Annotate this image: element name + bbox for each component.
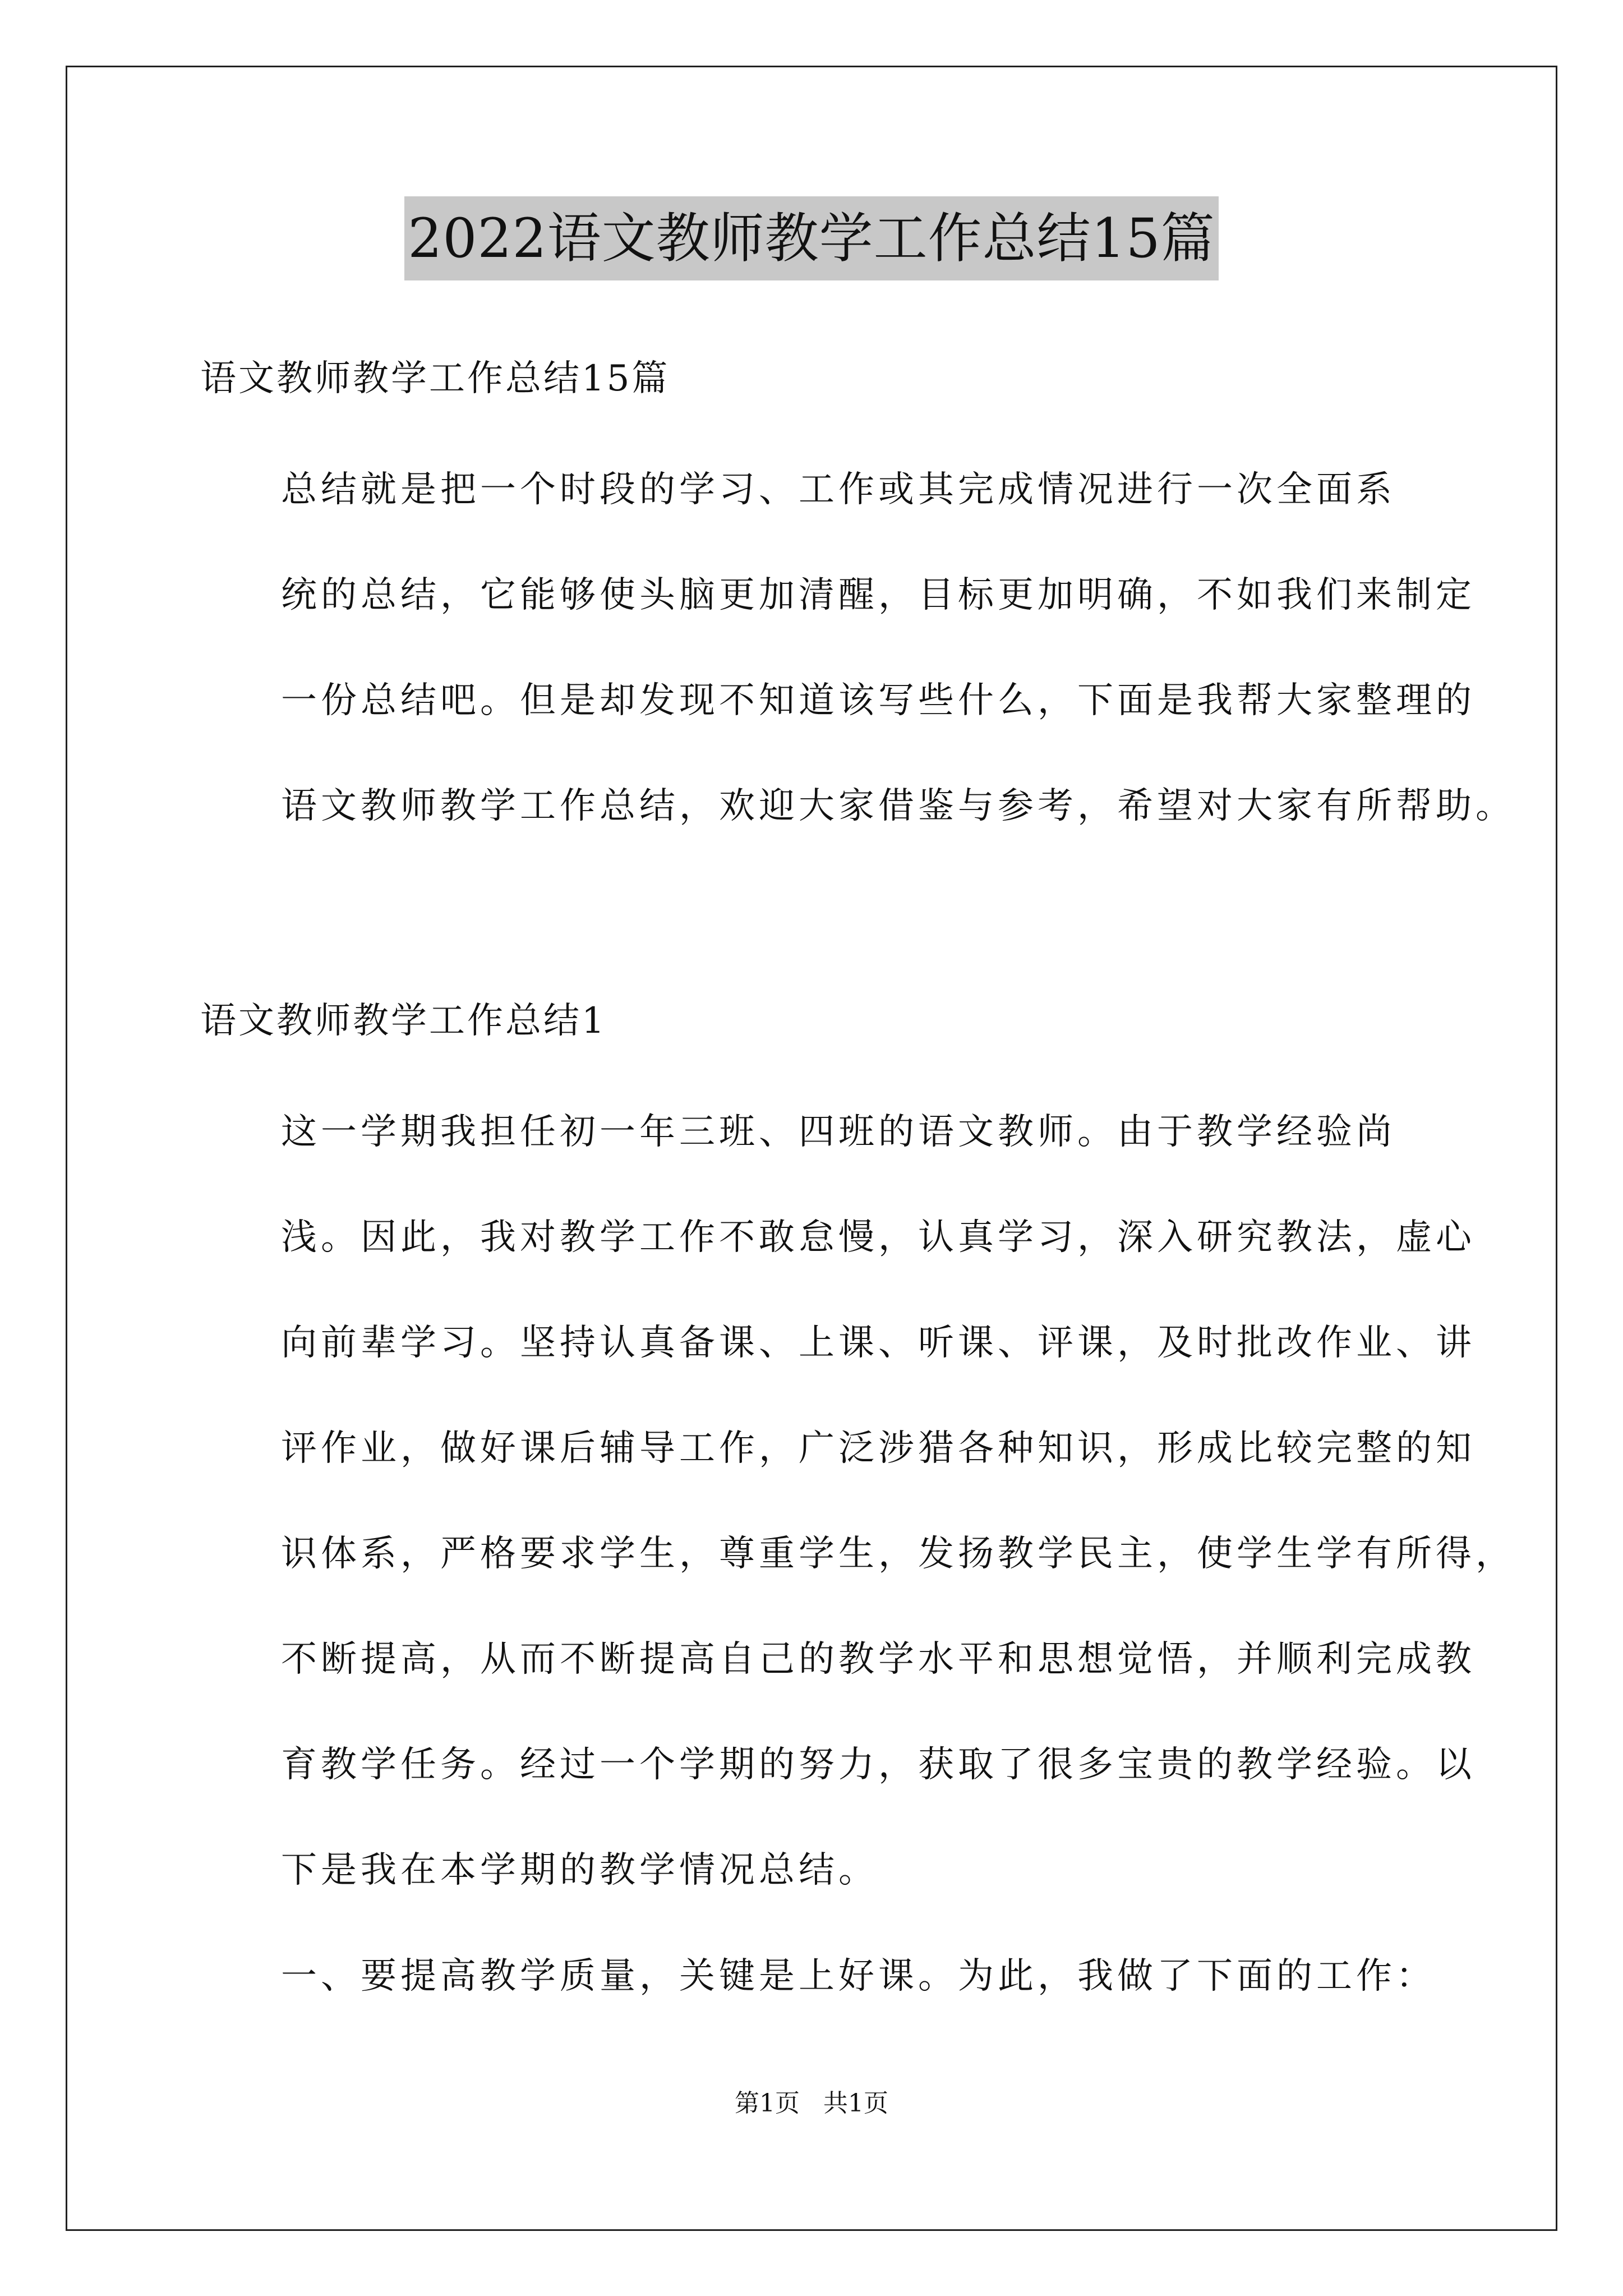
paragraph-line: 向前辈学习。坚持认真备课、上课、听课、评课，及时批改作业、讲 bbox=[281, 1322, 1476, 1364]
intro-line: 统的总结，它能够使头脑更加清醒，目标更加明确，不如我们来制定 bbox=[281, 574, 1476, 616]
paragraph-line: 不断提高，从而不断提高自己的教学水平和思想觉悟，并顺利完成教 bbox=[281, 1639, 1476, 1680]
section-heading: 语文教师教学工作总结1 bbox=[200, 1000, 607, 1042]
intro-line: 语文教师教学工作总结，欢迎大家借鉴与参考，希望对大家有所帮助。 bbox=[281, 785, 1515, 827]
paragraph-line: 下是我在本学期的教学情况总结。 bbox=[281, 1849, 878, 1891]
paragraph-line: 评作业，做好课后辅导工作，广泛涉猎各种知识，形成比较完整的知 bbox=[281, 1428, 1476, 1469]
paragraph-line: 识体系，严格要求学生，尊重学生，发扬教学民主，使学生学有所得， bbox=[281, 1533, 1515, 1575]
paragraph-line: 育教学任务。经过一个学期的努力，获取了很多宝贵的教学经验。以 bbox=[281, 1744, 1476, 1786]
title-container bbox=[0, 196, 1623, 280]
document-subtitle: 语文教师教学工作总结15篇 bbox=[200, 358, 670, 399]
paragraph-line: 浅。因此，我对教学工作不敢怠慢，认真学习，深入研究教法，虚心 bbox=[281, 1217, 1476, 1258]
point-line: 一、要提高教学质量，关键是上好课。为此，我做了下面的工作： bbox=[281, 1955, 1436, 1997]
section1-paragraph bbox=[200, 1079, 1515, 1923]
intro-paragraph bbox=[200, 437, 1515, 859]
document-title: 2022语文教师教学工作总结15篇 bbox=[404, 196, 1218, 280]
paragraph-line: 这一学期我担任初一年三班、四班的语文教师。由于教学经验尚 bbox=[281, 1111, 1396, 1153]
point1-paragraph bbox=[200, 1924, 1434, 2029]
page-footer: 第1页 共1页 bbox=[735, 2089, 888, 2118]
intro-line: 总结就是把一个时段的学习、工作或其完成情况进行一次全面系 bbox=[281, 469, 1396, 510]
intro-line: 一份总结吧。但是却发现不知道该写些什么，下面是我帮大家整理的 bbox=[281, 680, 1476, 721]
